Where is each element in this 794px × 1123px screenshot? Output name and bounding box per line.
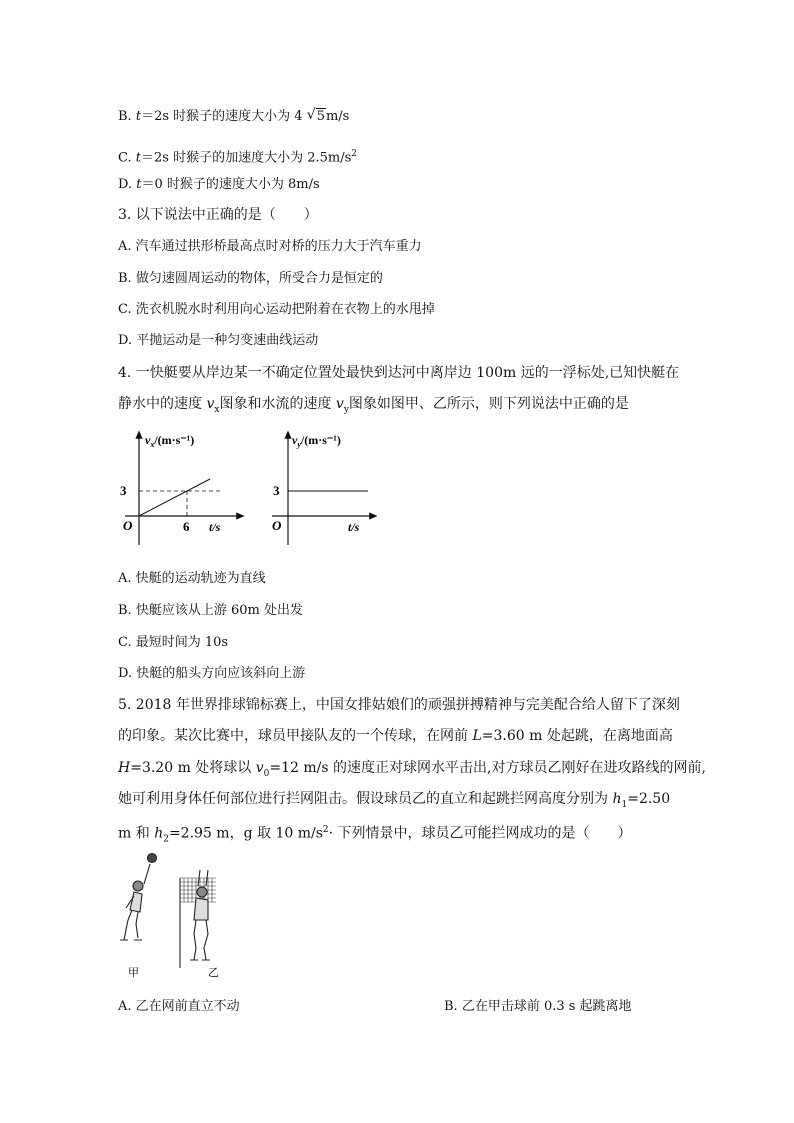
var-h: h [612, 791, 622, 807]
q5-option-a: A. 乙在网前直立不动 [118, 999, 240, 1014]
subscript: 1 [621, 799, 628, 810]
subscript: y [343, 404, 349, 415]
stem-text: m 和 [118, 825, 155, 842]
question-4-stem-line2 [118, 395, 629, 419]
ylabel-sub: x [150, 440, 155, 449]
var-v: v [206, 396, 215, 412]
stem-text: · 下列情景中，球员乙可能拦网成功的是（ ） [328, 825, 632, 842]
ball-icon [148, 854, 157, 863]
graph2-origin: O [272, 518, 282, 533]
graph2-xlabel: t/s [348, 520, 360, 534]
question-5-line4 [118, 790, 670, 814]
var-t: t [135, 150, 141, 166]
stem-text: =3.20 m 处将球以 [130, 760, 256, 776]
question-5-line3 [118, 759, 706, 783]
question-5-line1: 5. 2018 年世界排球锦标赛上，中国女排姑娘们的顽强拼搏精神与完美配合给人留下了深刻 [118, 697, 680, 713]
graph-vy-t [262, 428, 377, 548]
question-5-line5 [118, 821, 632, 848]
player-jia [120, 854, 157, 941]
graph1-ylabel [145, 433, 194, 449]
option-label: C. [118, 150, 132, 166]
question-5-line2 [118, 727, 673, 745]
stem-text: 的印象。某次比赛中，球员甲接队友的一个传球，在网前 [118, 728, 473, 744]
var-t: t [135, 109, 142, 124]
stem-text: 她可利用身体任何部位进行拦网阻击。假设球员乙的直立和起跳拦网高度分别为 [118, 791, 613, 807]
q4-option-d: D. 快艇的船头方向应该斜向上游 [118, 666, 306, 681]
ylabel-var: v [292, 433, 298, 447]
option-label: D. [118, 177, 133, 192]
var-v: v [255, 760, 264, 776]
option-text: ＝2s 时猴子的速度大小为 4 [141, 109, 303, 124]
stem-text: 图象和水流的速度 [219, 396, 336, 412]
subscript: x [214, 404, 220, 415]
stem-text: =3.60 m 处起跳，在离地面高 [481, 728, 673, 744]
sqrt-expression: √ 5 [306, 107, 325, 124]
q3-option-c: C. 洗衣机脱水时利用向心运动把附着在衣物上的水甩掉 [118, 302, 435, 317]
q3-option-a: A. 汽车通过拱形桥最高点时对桥的压力大于汽车重力 [118, 239, 422, 254]
figure-label-yi: 乙 [208, 967, 219, 979]
graph1-xlabel: t/s [209, 520, 221, 534]
option-c-prev [118, 145, 357, 167]
ylabel-var: v [145, 433, 151, 447]
question-3-stem: 3. 以下说法中正确的是（ ） [118, 207, 318, 223]
figure-label-jia: 甲 [128, 967, 139, 979]
ylabel-unit: /(m·s⁻¹) [154, 433, 195, 447]
var-v: v [335, 396, 344, 412]
unit: m/s [325, 109, 350, 124]
graph2-ytick: 3 [273, 483, 280, 498]
radicand: 5 [316, 109, 325, 124]
subscript: 0 [263, 768, 270, 779]
question-4-stem-line1: 4. 一快艇要从岸边某一不确定位置处最快到达河中离岸边 100m 远的一浮标处,已知快艇在 [118, 365, 680, 381]
stem-text: =2.50 [627, 791, 671, 807]
graph2-ylabel [292, 433, 341, 449]
ylabel-sub: y [297, 440, 301, 449]
stem-text: 静水中的速度 [118, 396, 207, 412]
q3-option-d: D. 平抛运动是一种匀变速曲线运动 [118, 333, 319, 348]
graph1-origin: O [123, 518, 133, 533]
superscript: 2 [351, 149, 357, 159]
stem-text: =2.95 m，g 取 10 m/s [168, 825, 323, 842]
q4-option-a: A. 快艇的运动轨迹为直线 [118, 571, 266, 586]
option-d-prev [118, 176, 320, 194]
option-text: ＝0 时猴子的速度大小为 8m/s [141, 177, 320, 192]
graph-vx-t [115, 428, 245, 548]
q4-option-c: C. 最短时间为 10s [118, 635, 229, 650]
superscript: 2 [322, 825, 329, 835]
option-label: B. [118, 109, 132, 124]
q4-option-b: B. 快艇应该从上游 60m 处出发 [118, 603, 303, 618]
velocity-line [139, 479, 210, 516]
q5-option-b: B. 乙在甲击球前 0.3 s 起跳离地 [444, 999, 632, 1014]
subscript: 2 [163, 834, 169, 845]
graph1-ytick: 3 [120, 483, 127, 498]
q3-option-b: B. 做匀速圆周运动的物体，所受合力是恒定的 [118, 271, 383, 286]
var-h: h [154, 825, 164, 842]
option-b-prev [118, 108, 349, 126]
var-L: L [472, 728, 482, 744]
var-t: t [136, 177, 142, 192]
stem-text: 图象如图甲、乙所示，则下列说法中正确的是 [348, 396, 629, 412]
graph1-xtick: 6 [183, 519, 190, 534]
option-text: ＝2s 时猴子的加速度大小为 2.5m/s [141, 150, 352, 166]
volleyball-figure [108, 848, 248, 980]
var-H: H [118, 760, 131, 776]
stem-text: =12 m/s 的速度正对球网水平击出,对方球员乙刚好在进攻路线的网前, [269, 760, 706, 776]
ylabel-unit: /(m·s⁻¹) [300, 433, 341, 447]
